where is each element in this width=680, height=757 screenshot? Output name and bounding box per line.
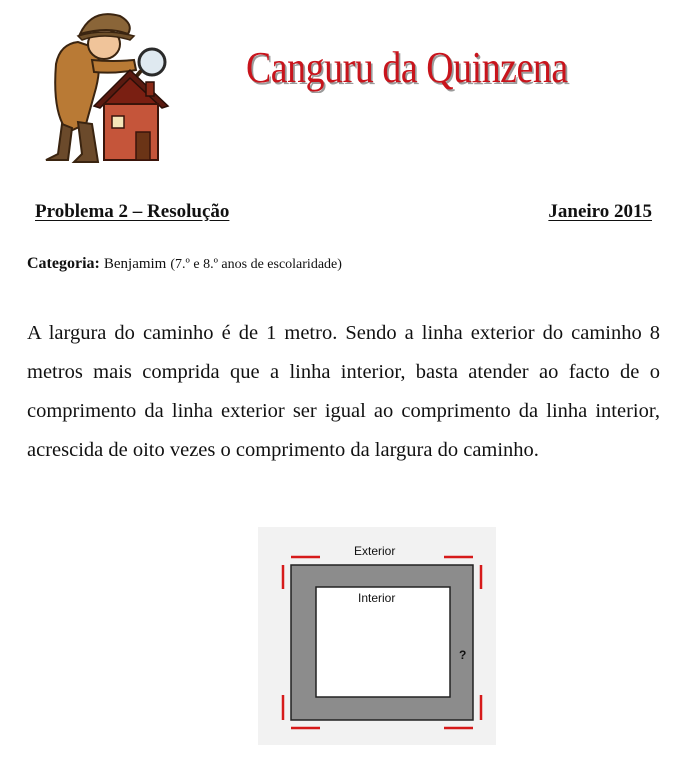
unknown-width-label: ? (459, 648, 467, 662)
path-diagram (258, 527, 496, 745)
category-level: Benjamim (103, 256, 167, 272)
problem-date: Janeiro 2015 (548, 201, 652, 222)
category-line (27, 255, 342, 273)
exterior-label: Exterior (354, 544, 396, 558)
problem-title: Problema 2 – Resolução (35, 201, 230, 222)
house-icon (94, 70, 168, 160)
brand-title: Canguru da Quinzena (246, 43, 568, 92)
category-label: Categoria: (27, 255, 100, 272)
detective-house-logo (38, 4, 188, 166)
solution-paragraph: A largura do caminho é de 1 metro. Sendo a linha exterior do caminho 8 metros mais comprida que a linha interior, basta atender ao facto de o comprimento da linha exterior ser igual ao comprimento da linha interior, acrescida de oito vezes o comprimento da largura do caminho. (27, 322, 660, 461)
problem-header (35, 201, 652, 223)
category-years: (7.º e 8.º anos de escolaridade) (170, 257, 342, 272)
interior-label: Interior (358, 591, 396, 605)
